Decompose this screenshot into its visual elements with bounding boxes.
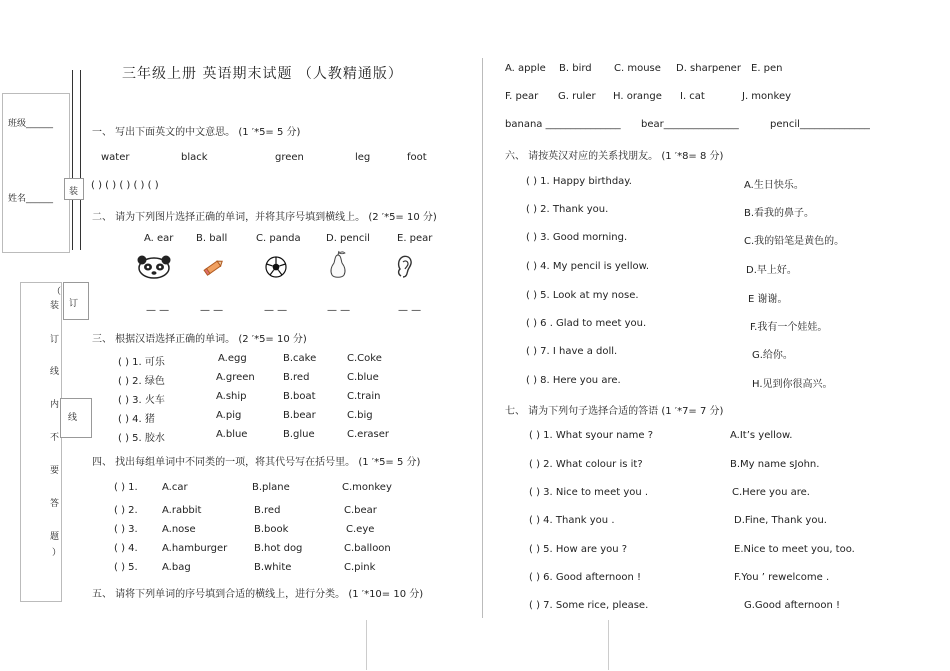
notice-char-5: 不 — [50, 433, 60, 443]
s5-word-e: E. pen — [751, 63, 783, 74]
s5-word-a: A. apple — [505, 63, 546, 74]
ball-icon — [265, 256, 287, 278]
bottom-divider-right — [608, 620, 609, 670]
notice-char-1: 装 — [50, 301, 60, 311]
xian-label: 线 — [68, 413, 78, 423]
s6-a5: E 谢谢。 — [748, 294, 788, 305]
s4-q5[interactable]: ( ) 5. — [114, 562, 138, 573]
s6-q8[interactable]: ( ) 8. Here you are. — [526, 375, 621, 386]
s2-option-d: D. pencil — [326, 233, 370, 244]
s2-answer-line-5[interactable]: — — — [398, 305, 422, 316]
s4-q5-c: C.pink — [344, 562, 376, 573]
s5-word-h: H. orange — [613, 91, 662, 102]
s3-q5-c: C.eraser — [347, 429, 390, 440]
pear-icon — [327, 250, 349, 280]
s6-a3: C.我的铅笔是黄色的。 — [744, 236, 845, 247]
s3-q2[interactable]: ( ) 2. 绿色 — [118, 376, 165, 387]
s3-q4-c: C.big — [347, 410, 373, 421]
s4-q5-b: B.white — [254, 562, 292, 573]
s3-q1-a: A.egg — [218, 353, 247, 364]
section-7-heading: 七、 请为下列句子选择合适的答语 (1 ′*7= 7 分) — [505, 406, 724, 417]
margin-line-inner — [80, 70, 81, 250]
s4-q2-b: B.red — [254, 505, 281, 516]
s3-q2-a: A.green — [216, 372, 255, 383]
s2-answer-line-3[interactable]: — — — [264, 305, 288, 316]
s5-category-pencil[interactable]: pencil______________ — [770, 119, 870, 130]
s7-a3: C.Here you are. — [732, 487, 810, 498]
s3-q2-b: B.red — [283, 372, 310, 383]
s6-a2: B.看我的鼻子。 — [744, 208, 815, 219]
s1-word-3: green — [275, 152, 304, 163]
s2-option-e: E. pear — [397, 233, 433, 244]
column-divider — [482, 58, 483, 618]
s6-a1: A.生日快乐。 — [744, 180, 804, 191]
s3-q5[interactable]: ( ) 5. 胶水 — [118, 433, 165, 444]
s5-category-banana[interactable]: banana _______________ — [505, 119, 621, 130]
zhuang-label: 装 — [69, 187, 79, 197]
s6-a4: D.早上好。 — [746, 265, 797, 276]
s4-q3-a: A.nose — [162, 524, 196, 535]
s6-q6[interactable]: ( ) 6 . Glad to meet you. — [526, 318, 647, 329]
section-4-heading: 四、 找出每组单词中不同类的一项，将其代号写在括号里。 (1 ′*5= 5 分) — [92, 457, 421, 468]
s5-word-b: B. bird — [559, 63, 592, 74]
notice-char-2: 订 — [50, 335, 60, 345]
pencil-icon — [203, 258, 225, 276]
s5-word-c: C. mouse — [614, 63, 661, 74]
s6-a8: H.见到你很高兴。 — [752, 379, 833, 390]
s4-q3-b: B.book — [254, 524, 289, 535]
s7-a4: D.Fine, Thank you. — [734, 515, 827, 526]
notice-char-6: 要 — [50, 466, 60, 476]
s7-q7[interactable]: ( ) 7. Some rice, please. — [529, 600, 649, 611]
s1-word-2: black — [181, 152, 208, 163]
s3-q3-b: B.boat — [283, 391, 316, 402]
s3-q4-b: B.bear — [283, 410, 316, 421]
s2-option-a: A. ear — [144, 233, 174, 244]
notice-char-3: 线 — [50, 367, 60, 377]
s4-q4[interactable]: ( ) 4. — [114, 543, 138, 554]
s4-q2-a: A.rabbit — [162, 505, 202, 516]
s7-a7: G.Good afternoon ! — [744, 600, 841, 611]
s7-q6[interactable]: ( ) 6. Good afternoon ! — [529, 572, 641, 583]
ding-label: 订 — [69, 299, 79, 309]
s1-answer-blanks[interactable]: ( ) ( ) ( ) ( ) ( ) — [91, 180, 159, 191]
s5-category-bear[interactable]: bear_______________ — [641, 119, 739, 130]
s7-q4[interactable]: ( ) 4. Thank you . — [529, 515, 615, 526]
margin-line-outer — [72, 70, 73, 250]
s4-q4-c: C.balloon — [344, 543, 391, 554]
s3-q3-c: C.train — [347, 391, 381, 402]
section-3-heading: 三、 根据汉语选择正确的单词。 (2 ′*5= 10 分) — [92, 334, 307, 345]
s3-q2-c: C.blue — [347, 372, 379, 383]
s4-q2-c: C.bear — [344, 505, 377, 516]
s7-a5: E.Nice to meet you, too. — [734, 544, 855, 555]
s4-q1[interactable]: ( ) 1. — [114, 482, 138, 493]
s4-q3[interactable]: ( ) 3. — [114, 524, 138, 535]
s3-q3-a: A.ship — [216, 391, 247, 402]
ear-icon — [395, 253, 415, 279]
s7-a1: A.It’s yellow. — [730, 430, 793, 441]
s5-word-f: F. pear — [505, 91, 539, 102]
s6-q1[interactable]: ( ) 1. Happy birthday. — [526, 176, 632, 187]
s7-q5[interactable]: ( ) 5. How are you ? — [529, 544, 628, 555]
s6-q5[interactable]: ( ) 5. Look at my nose. — [526, 290, 639, 301]
s6-q3[interactable]: ( ) 3. Good morning. — [526, 232, 628, 243]
s4-q3-c: C.eye — [346, 524, 375, 535]
s3-q3[interactable]: ( ) 3. 火车 — [118, 395, 165, 406]
s6-q2[interactable]: ( ) 2. Thank you. — [526, 204, 609, 215]
s3-q5-b: B.glue — [283, 429, 315, 440]
s5-word-i: I. cat — [680, 91, 705, 102]
notice-char-9: ） — [52, 548, 62, 558]
s2-answer-line-1[interactable]: — — — [146, 305, 170, 316]
s3-q4[interactable]: ( ) 4. 猪 — [118, 414, 155, 425]
page-title: 三年级上册 英语期末试题 （人教精通版） — [122, 66, 403, 82]
s1-word-4: leg — [355, 152, 371, 163]
s4-q5-a: A.bag — [162, 562, 191, 573]
s5-word-j: J. monkey — [742, 91, 792, 102]
section-6-heading: 六、 请按英汉对应的关系找朋友。 (1 ′*8= 8 分) — [505, 151, 724, 162]
s4-q1-c: C.monkey — [342, 482, 392, 493]
name-label: 姓名______ — [8, 194, 54, 204]
panda-icon — [136, 254, 172, 280]
s5-word-g: G. ruler — [558, 91, 596, 102]
s7-a2: B.My name sJohn. — [730, 459, 820, 470]
s3-q1-b: B.cake — [283, 353, 317, 364]
s2-answer-line-4[interactable]: — — — [327, 305, 351, 316]
bottom-divider-left — [366, 620, 367, 670]
notice-char-8: 题 — [50, 532, 60, 542]
s1-word-1: water — [101, 152, 130, 163]
s4-q4-b: B.hot dog — [254, 543, 303, 554]
notice-char-4: 内 — [50, 400, 60, 410]
s7-q2[interactable]: ( ) 2. What colour is it? — [529, 459, 643, 470]
s3-q4-a: A.pig — [216, 410, 242, 421]
section-1-heading: 一、 写出下面英文的中文意思。 (1 ′*5= 5 分) — [92, 127, 301, 138]
s4-q1-b: B.plane — [252, 482, 290, 493]
s2-answer-line-2[interactable]: — — — [200, 305, 224, 316]
section-5-heading: 五、 请将下列单词的序号填到合适的横线上，进行分类。 (1 ′*10= 10 分) — [92, 589, 424, 600]
s6-q4[interactable]: ( ) 4. My pencil is yellow. — [526, 261, 650, 272]
s7-q3[interactable]: ( ) 3. Nice to meet you . — [529, 487, 649, 498]
s6-q7[interactable]: ( ) 7. I have a doll. — [526, 346, 618, 357]
s7-q1[interactable]: ( ) 1. What syour name ? — [529, 430, 654, 441]
s3-q1-c: C.Coke — [347, 353, 382, 364]
s7-a6: F.You ’ rewelcome . — [734, 572, 830, 583]
s4-q4-a: A.hamburger — [162, 543, 228, 554]
notice-char-7: 答 — [50, 499, 60, 509]
s4-q2[interactable]: ( ) 2. — [114, 505, 138, 516]
s1-word-5: foot — [407, 152, 427, 163]
s4-q1-a: A.car — [162, 482, 188, 493]
s3-q5-a: A.blue — [216, 429, 248, 440]
s2-option-c: C. panda — [256, 233, 301, 244]
notice-char-0: （ — [52, 287, 62, 297]
s6-a6: F.我有一个娃娃。 — [750, 322, 828, 333]
s6-a7: G.给你。 — [752, 350, 793, 361]
s5-word-d: D. sharpener — [676, 63, 741, 74]
section-2-heading: 二、 请为下列图片选择正确的单词，并将其序号填到横线上。 (2 ′*5= 10 分) — [92, 212, 437, 223]
class-label: 班级______ — [8, 119, 54, 129]
s3-q1[interactable]: ( ) 1. 可乐 — [118, 357, 165, 368]
s2-option-b: B. ball — [196, 233, 228, 244]
